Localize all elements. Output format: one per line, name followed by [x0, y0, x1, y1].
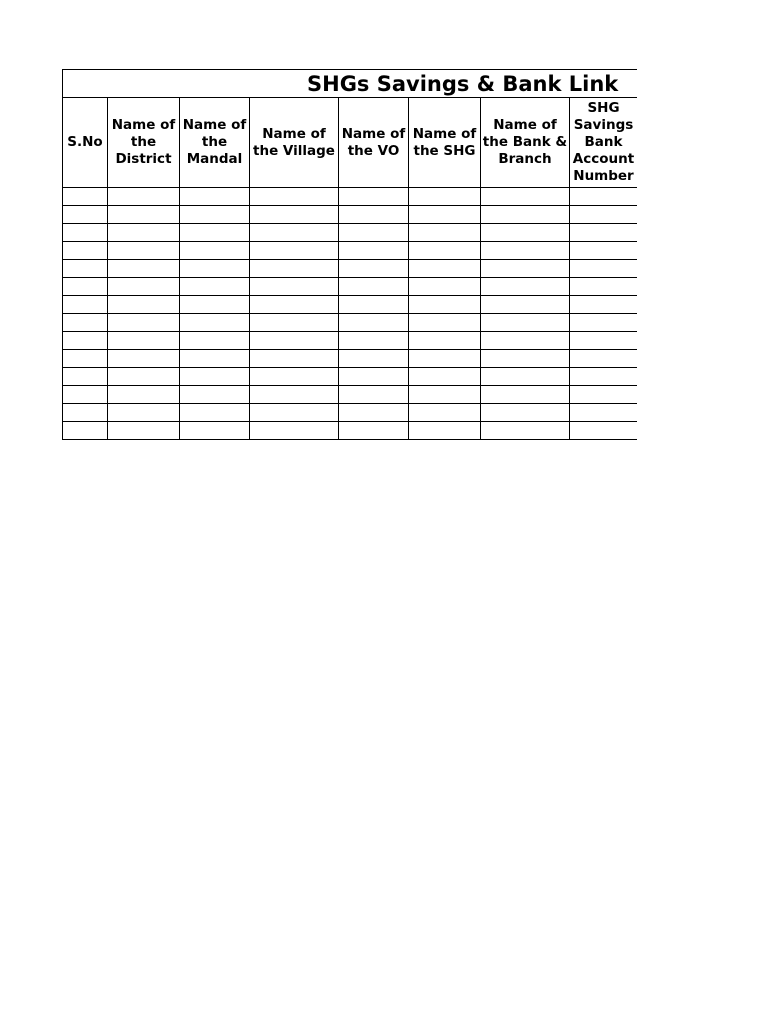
header-village[interactable]: Name of the Village: [250, 98, 339, 188]
table-cell[interactable]: [108, 206, 180, 224]
table-cell[interactable]: [339, 260, 409, 278]
table-row: [63, 314, 638, 332]
spreadsheet-area: [62, 69, 637, 449]
table-cell[interactable]: [108, 314, 180, 332]
table-cell[interactable]: [250, 242, 339, 260]
table-row: [63, 260, 638, 278]
header-mandal[interactable]: Name of the Mandal: [180, 98, 250, 188]
table-row: [63, 278, 638, 296]
header-district[interactable]: Name of the District: [108, 98, 180, 188]
table-cell[interactable]: [409, 386, 481, 404]
table-cell[interactable]: [339, 422, 409, 440]
table-row: [63, 332, 638, 350]
table-cell[interactable]: [108, 296, 180, 314]
table-cell[interactable]: [250, 386, 339, 404]
table-cell[interactable]: [108, 386, 180, 404]
table-row: [63, 386, 638, 404]
sheet-title: SHGs Savings & Bank Link: [307, 72, 619, 96]
table-cell[interactable]: [108, 242, 180, 260]
table-cell[interactable]: [481, 314, 570, 332]
table-cell[interactable]: [570, 296, 638, 314]
table-cell[interactable]: [481, 206, 570, 224]
header-row: [63, 98, 638, 188]
table-row: [63, 350, 638, 368]
table-cell[interactable]: [409, 314, 481, 332]
table-cell[interactable]: [339, 242, 409, 260]
table-cell[interactable]: [180, 368, 250, 386]
table-cell[interactable]: [108, 332, 180, 350]
table-cell[interactable]: [339, 350, 409, 368]
table-cell[interactable]: [63, 188, 108, 206]
title-row: [63, 70, 638, 98]
shg-savings-table: [62, 69, 637, 440]
table-cell[interactable]: [250, 404, 339, 422]
table-cell[interactable]: [108, 260, 180, 278]
table-cell[interactable]: [570, 386, 638, 404]
table-cell[interactable]: [63, 206, 108, 224]
table-row: [63, 422, 638, 440]
table-cell[interactable]: [63, 350, 108, 368]
table-cell[interactable]: [339, 368, 409, 386]
header-bank-branch[interactable]: Name of the Bank & Branch: [481, 98, 570, 188]
table-cell[interactable]: [570, 242, 638, 260]
table-cell[interactable]: [481, 278, 570, 296]
table-cell[interactable]: [180, 296, 250, 314]
table-cell[interactable]: [108, 224, 180, 242]
table-cell[interactable]: [180, 404, 250, 422]
table-cell[interactable]: [63, 404, 108, 422]
table-cell[interactable]: [339, 278, 409, 296]
table-cell[interactable]: [481, 350, 570, 368]
table-cell[interactable]: [63, 422, 108, 440]
table-cell[interactable]: [570, 404, 638, 422]
table-cell[interactable]: [180, 314, 250, 332]
table-cell[interactable]: [339, 332, 409, 350]
table-cell[interactable]: [180, 242, 250, 260]
table-cell[interactable]: [250, 422, 339, 440]
table-cell[interactable]: [180, 224, 250, 242]
table-cell[interactable]: [180, 422, 250, 440]
table-cell[interactable]: [570, 422, 638, 440]
table-cell[interactable]: [180, 386, 250, 404]
table-cell[interactable]: [250, 260, 339, 278]
table-cell[interactable]: [570, 350, 638, 368]
table-cell[interactable]: [339, 314, 409, 332]
table-cell[interactable]: [409, 404, 481, 422]
table-cell[interactable]: [481, 386, 570, 404]
table-cell[interactable]: [180, 260, 250, 278]
table-cell[interactable]: [108, 188, 180, 206]
table-cell[interactable]: [180, 332, 250, 350]
table-cell[interactable]: [570, 368, 638, 386]
table-cell[interactable]: [570, 224, 638, 242]
table-cell[interactable]: [481, 224, 570, 242]
table-cell[interactable]: [570, 278, 638, 296]
table-row: [63, 404, 638, 422]
table-cell[interactable]: [409, 296, 481, 314]
table-row: [63, 296, 638, 314]
table-cell[interactable]: [180, 206, 250, 224]
table-cell[interactable]: [108, 350, 180, 368]
table-cell[interactable]: [108, 368, 180, 386]
table-cell[interactable]: [180, 278, 250, 296]
table-cell[interactable]: [250, 278, 339, 296]
table-row: [63, 224, 638, 242]
table-cell[interactable]: [409, 332, 481, 350]
table-cell[interactable]: [108, 278, 180, 296]
table-cell[interactable]: [63, 314, 108, 332]
title-cell[interactable]: [63, 70, 638, 98]
header-sno[interactable]: S.No: [63, 98, 108, 188]
table-cell[interactable]: [339, 206, 409, 224]
header-shg[interactable]: Name of the SHG: [409, 98, 481, 188]
table-cell[interactable]: [570, 188, 638, 206]
table-cell[interactable]: [63, 296, 108, 314]
header-vo[interactable]: Name of the VO: [339, 98, 409, 188]
table-cell[interactable]: [339, 224, 409, 242]
table-cell[interactable]: [409, 278, 481, 296]
table-cell[interactable]: [250, 350, 339, 368]
table-cell[interactable]: [409, 206, 481, 224]
table-cell[interactable]: [250, 188, 339, 206]
table-cell[interactable]: [63, 278, 108, 296]
table-cell[interactable]: [339, 188, 409, 206]
table-cell[interactable]: [250, 224, 339, 242]
table-cell[interactable]: [481, 296, 570, 314]
table-cell[interactable]: [481, 242, 570, 260]
table-row: [63, 242, 638, 260]
table-cell[interactable]: [63, 386, 108, 404]
table-cell[interactable]: [250, 314, 339, 332]
table-cell[interactable]: [570, 260, 638, 278]
table-row: [63, 368, 638, 386]
table-cell[interactable]: [481, 332, 570, 350]
table-cell[interactable]: [481, 260, 570, 278]
table-cell[interactable]: [250, 368, 339, 386]
table-cell[interactable]: [250, 206, 339, 224]
table-cell[interactable]: [570, 314, 638, 332]
table-cell[interactable]: [339, 404, 409, 422]
table-cell[interactable]: [250, 332, 339, 350]
table-cell[interactable]: [409, 350, 481, 368]
table-cell[interactable]: [481, 404, 570, 422]
table-cell[interactable]: [180, 350, 250, 368]
table-cell[interactable]: [409, 422, 481, 440]
table-row: [63, 188, 638, 206]
table-cell[interactable]: [180, 188, 250, 206]
table-cell[interactable]: [63, 332, 108, 350]
table-row: [63, 206, 638, 224]
table-cell[interactable]: [63, 242, 108, 260]
table-cell[interactable]: [339, 386, 409, 404]
table-cell[interactable]: [250, 296, 339, 314]
table-cell[interactable]: [481, 422, 570, 440]
table-cell[interactable]: [570, 206, 638, 224]
header-account-number[interactable]: SHG Savings Bank Account Number: [570, 98, 638, 188]
table-cell[interactable]: [409, 224, 481, 242]
table-cell[interactable]: [409, 242, 481, 260]
table-cell[interactable]: [481, 188, 570, 206]
table-cell[interactable]: [108, 404, 180, 422]
table-cell[interactable]: [63, 368, 108, 386]
table-cell[interactable]: [409, 260, 481, 278]
table-cell[interactable]: [409, 188, 481, 206]
table-cell[interactable]: [570, 332, 638, 350]
table-cell[interactable]: [481, 368, 570, 386]
table-cell[interactable]: [63, 260, 108, 278]
table-cell[interactable]: [409, 368, 481, 386]
table-cell[interactable]: [63, 224, 108, 242]
table-cell[interactable]: [339, 296, 409, 314]
table-cell[interactable]: [108, 422, 180, 440]
